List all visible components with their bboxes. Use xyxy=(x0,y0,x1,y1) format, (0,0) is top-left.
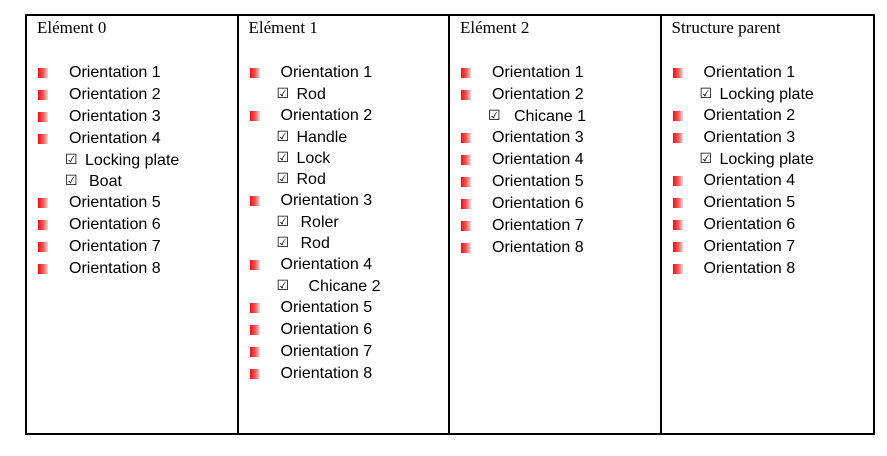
orientation-item xyxy=(27,258,237,280)
red-square-bullet-icon xyxy=(250,196,260,206)
orientation-label: Orientation 3 xyxy=(703,129,796,146)
red-square-bullet-icon xyxy=(38,112,48,122)
component-item xyxy=(239,233,449,254)
red-square-bullet-icon xyxy=(38,220,48,230)
orientation-label: Orientation 4 xyxy=(492,151,584,168)
checked-box-icon: ☑ xyxy=(276,86,290,102)
orientation-label: Orientation 1 xyxy=(703,64,796,81)
orientation-label: Orientation 2 xyxy=(280,107,373,124)
orientation-item xyxy=(239,62,449,84)
orientation-label: Orientation 6 xyxy=(69,216,161,233)
orientation-list xyxy=(450,62,660,259)
component-item xyxy=(239,148,449,169)
red-square-bullet-icon xyxy=(38,264,48,274)
red-square-bullet-icon xyxy=(461,243,471,253)
orientation-label: Orientation 1 xyxy=(69,64,161,81)
orientation-item xyxy=(239,297,449,319)
red-square-bullet-icon xyxy=(461,221,471,231)
red-square-bullet-icon xyxy=(461,133,471,143)
component-label: Handle xyxy=(296,129,348,146)
orientation-label: Orientation 5 xyxy=(280,299,373,316)
orientation-item xyxy=(450,193,660,215)
orientation-label: Orientation 2 xyxy=(703,107,796,124)
orientation-item xyxy=(239,363,449,385)
orientation-item xyxy=(239,341,449,363)
component-label: Boat xyxy=(89,173,122,190)
red-square-bullet-icon xyxy=(673,176,683,186)
red-square-bullet-icon xyxy=(461,90,471,100)
column-element-0 xyxy=(27,16,239,433)
orientation-label: Orientation 1 xyxy=(492,64,584,81)
component-label: Locking plate xyxy=(85,152,180,169)
red-square-bullet-icon xyxy=(673,220,683,230)
orientation-item xyxy=(662,236,874,258)
red-square-bullet-icon xyxy=(38,198,48,208)
checked-box-icon: ☑ xyxy=(276,278,290,294)
checked-box-icon: ☑ xyxy=(276,171,290,187)
component-label: Roler xyxy=(300,214,339,231)
component-item xyxy=(239,127,449,148)
red-square-bullet-icon xyxy=(250,68,260,78)
component-item xyxy=(239,276,449,297)
column-header: Structure parent xyxy=(671,18,781,37)
orientation-item xyxy=(450,171,660,193)
checked-box-icon: ☑ xyxy=(699,86,713,102)
orientation-item xyxy=(450,149,660,171)
checked-box-icon: ☑ xyxy=(276,150,290,166)
component-label: Locking plate xyxy=(719,151,814,168)
orientation-item xyxy=(450,127,660,149)
orientation-item xyxy=(450,215,660,237)
orientation-item xyxy=(662,192,874,214)
red-square-bullet-icon xyxy=(250,325,260,335)
orientation-item xyxy=(27,62,237,84)
red-square-bullet-icon xyxy=(38,90,48,100)
orientation-item xyxy=(27,214,237,236)
red-square-bullet-icon xyxy=(461,155,471,165)
red-square-bullet-icon xyxy=(38,134,48,144)
orientation-item xyxy=(662,214,874,236)
red-square-bullet-icon xyxy=(461,199,471,209)
orientation-item xyxy=(239,105,449,127)
orientation-item xyxy=(27,84,237,106)
component-item xyxy=(27,150,237,171)
component-label: Chicane 2 xyxy=(308,278,381,295)
red-square-bullet-icon xyxy=(250,111,260,121)
component-label: Rod xyxy=(300,235,330,252)
orientation-label: Orientation 3 xyxy=(280,192,373,209)
red-square-bullet-icon xyxy=(250,369,260,379)
orientation-label: Orientation 8 xyxy=(492,239,584,256)
orientation-item xyxy=(239,319,449,341)
orientation-item xyxy=(450,84,660,106)
orientation-item xyxy=(239,190,449,212)
orientation-label: Orientation 4 xyxy=(280,256,373,273)
checked-box-icon: ☑ xyxy=(276,129,290,145)
component-item xyxy=(27,171,237,192)
column-element-1 xyxy=(239,16,451,433)
orientation-label: Orientation 7 xyxy=(492,217,584,234)
component-label: Rod xyxy=(296,86,326,103)
orientation-label: Orientation 5 xyxy=(703,194,796,211)
component-label: Locking plate xyxy=(719,86,814,103)
orientation-item xyxy=(662,127,874,149)
red-square-bullet-icon xyxy=(38,242,48,252)
orientation-item xyxy=(27,106,237,128)
checked-box-icon: ☑ xyxy=(65,173,78,189)
orientation-item xyxy=(27,192,237,214)
orientation-item xyxy=(662,170,874,192)
orientation-list xyxy=(27,62,237,280)
orientation-list xyxy=(239,62,449,385)
orientation-label: Orientation 7 xyxy=(69,238,161,255)
component-item xyxy=(239,84,449,105)
orientation-item xyxy=(450,237,660,259)
red-square-bullet-icon xyxy=(673,264,683,274)
red-square-bullet-icon xyxy=(673,198,683,208)
red-square-bullet-icon xyxy=(250,260,260,270)
orientation-label: Orientation 3 xyxy=(69,108,161,125)
red-square-bullet-icon xyxy=(673,68,683,78)
component-label: Chicane 1 xyxy=(514,108,587,125)
red-square-bullet-icon xyxy=(673,242,683,252)
orientation-label: Orientation 3 xyxy=(492,129,584,146)
component-label: Rod xyxy=(296,171,326,188)
orientation-item xyxy=(239,254,449,276)
red-square-bullet-icon xyxy=(250,347,260,357)
checked-box-icon: ☑ xyxy=(65,152,78,168)
checked-box-icon: ☑ xyxy=(276,235,290,251)
red-square-bullet-icon xyxy=(250,303,260,313)
orientation-label: Orientation 6 xyxy=(703,216,796,233)
red-square-bullet-icon xyxy=(38,68,48,78)
orientation-label: Orientation 8 xyxy=(280,365,373,382)
orientation-label: Orientation 4 xyxy=(69,130,161,147)
checked-box-icon: ☑ xyxy=(276,214,290,230)
orientation-label: Orientation 2 xyxy=(69,86,161,103)
column-header: Elément 2 xyxy=(460,18,530,37)
component-item xyxy=(662,149,874,170)
component-item xyxy=(239,169,449,190)
orientation-table xyxy=(25,14,875,435)
orientation-label: Orientation 8 xyxy=(69,260,161,277)
orientation-item xyxy=(662,105,874,127)
orientation-list xyxy=(662,62,874,280)
orientation-label: Orientation 6 xyxy=(492,195,584,212)
checked-box-icon: ☑ xyxy=(699,151,713,167)
orientation-label: Orientation 7 xyxy=(280,343,373,360)
component-item xyxy=(239,212,449,233)
orientation-label: Orientation 7 xyxy=(703,238,796,255)
red-square-bullet-icon xyxy=(461,68,471,78)
red-square-bullet-icon xyxy=(673,111,683,121)
orientation-label: Orientation 4 xyxy=(703,172,796,189)
red-square-bullet-icon xyxy=(673,133,683,143)
orientation-item xyxy=(662,62,874,84)
orientation-item xyxy=(27,236,237,258)
component-label: Lock xyxy=(296,150,331,167)
component-item xyxy=(662,84,874,105)
column-element-2 xyxy=(450,16,662,433)
column-header: Elément 1 xyxy=(248,18,318,37)
orientation-label: Orientation 1 xyxy=(280,64,373,81)
orientation-label: Orientation 8 xyxy=(703,260,796,277)
component-item xyxy=(450,106,660,127)
orientation-label: Orientation 5 xyxy=(492,173,584,190)
orientation-item xyxy=(27,128,237,150)
red-square-bullet-icon xyxy=(461,177,471,187)
column-structure-parent xyxy=(662,16,874,433)
checked-box-icon: ☑ xyxy=(488,108,501,124)
orientation-label: Orientation 5 xyxy=(69,194,161,211)
column-header: Elément 0 xyxy=(37,18,107,37)
orientation-label: Orientation 6 xyxy=(280,321,373,338)
orientation-item xyxy=(450,62,660,84)
orientation-item xyxy=(662,258,874,280)
orientation-label: Orientation 2 xyxy=(492,86,584,103)
